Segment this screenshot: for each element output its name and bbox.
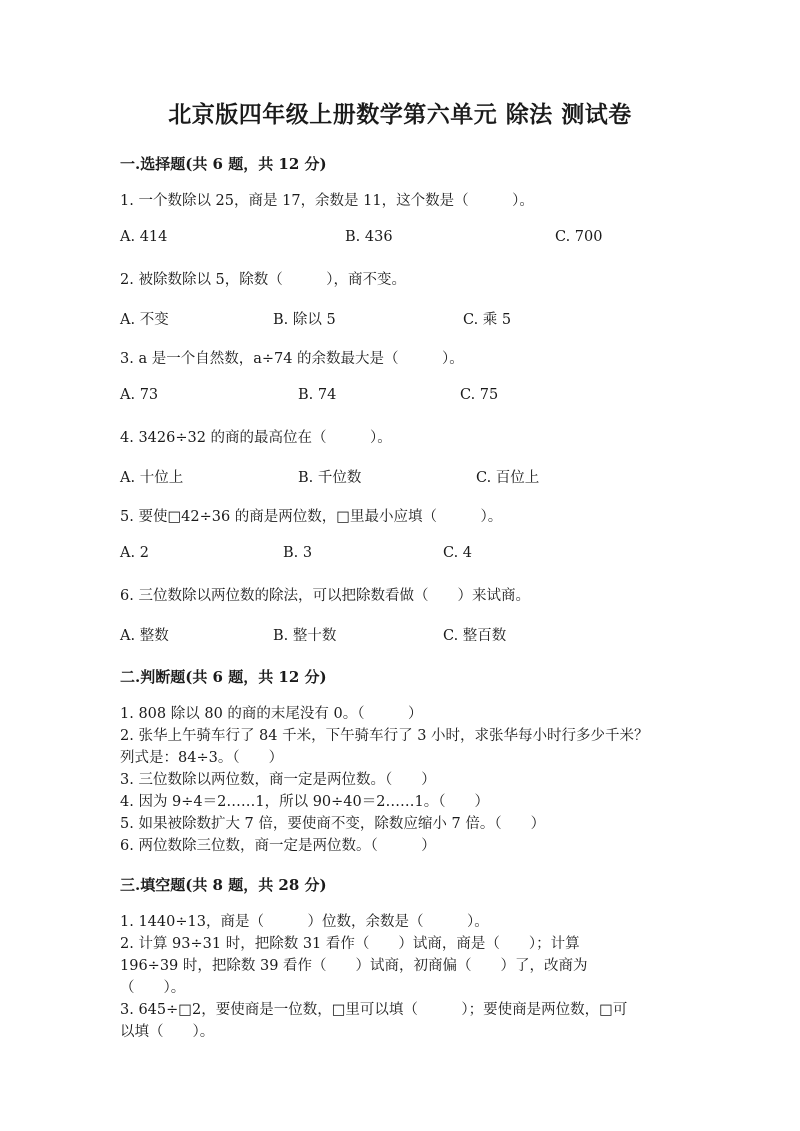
section-heading-choice: 一.选择题(共 6 题，共 12 分) [120, 155, 327, 173]
fill-in-line: 1. 1440÷13，商是（ ）位数，余数是（ ）。 [120, 914, 489, 930]
section-heading-judgement: 二.判断题(共 6 题，共 12 分) [120, 668, 327, 686]
option-c: C. 整百数 [443, 628, 507, 644]
option-b: B. 74 [298, 387, 337, 403]
statement-line: 2. 张华上午骑车行了 84 千米，下午骑车行了 3 小时，求张华每小时行多少千米？ [120, 728, 649, 744]
fill-in-line: 3. 645÷□2，要使商是一位数，□里可以填（ ）；要使商是两位数，□可 [120, 1002, 628, 1018]
option-b: B. 千位数 [298, 470, 362, 486]
question-text: 4. 3426÷32 的商的最高位在（ ）。 [120, 430, 392, 446]
option-c: C. 4 [443, 545, 473, 561]
fill-in-line: 196÷39 时，把除数 39 看作（ ）试商，初商偏（ ）了，改商为 [120, 958, 588, 974]
question-text: 2. 被除数除以 5，除数（ ），商不变。 [120, 272, 407, 288]
section-heading-fill-in: 三.填空题(共 8 题，共 28 分) [120, 876, 327, 894]
question-text: 3. a 是一个自然数，a÷74 的余数最大是（ ）。 [120, 351, 464, 367]
option-c: C. 乘 5 [463, 312, 512, 328]
fill-in-line: （ ）。 [120, 980, 186, 996]
option-a: A. 十位上 [120, 470, 184, 486]
option-a: A. 414 [120, 229, 168, 245]
option-a: A. 整数 [120, 628, 169, 644]
question-text: 6. 三位数除以两位数的除法，可以把除数看做（ ）来试商。 [120, 588, 530, 604]
statement-line: 3. 三位数除以两位数，商一定是两位数。（ ） [120, 772, 436, 788]
statement-line: 5. 如果被除数扩大 7 倍，要使商不变，除数应缩小 7 倍。（ ） [120, 816, 546, 832]
statement-line: 4. 因为 9÷4＝2……1，所以 90÷40＝2……1。（ ） [120, 794, 489, 810]
fill-in-line: 以填（ ）。 [120, 1024, 215, 1040]
fill-in-line: 2. 计算 93÷31 时，把除数 31 看作（ ）试商，商是（ ）；计算 [120, 936, 580, 952]
option-b: B. 436 [345, 229, 393, 245]
statement-line: 列式是：84÷3。（ ） [120, 750, 284, 766]
option-a: A. 2 [120, 545, 149, 561]
option-b: B. 整十数 [273, 628, 337, 644]
option-c: C. 百位上 [476, 470, 540, 486]
option-a: A. 73 [120, 387, 159, 403]
page-title: 北京版四年级上册数学第六单元 除法 测试卷 [168, 101, 632, 128]
option-c: C. 75 [460, 387, 499, 403]
question-text: 1. 一个数除以 25，商是 17，余数是 11，这个数是（ ）。 [120, 193, 534, 209]
option-b: B. 除以 5 [273, 312, 336, 328]
option-b: B. 3 [283, 545, 313, 561]
question-text: 5. 要使□42÷36 的商是两位数，□里最小应填（ ）。 [120, 509, 503, 525]
statement-line: 1. 808 除以 80 的商的末尾没有 0。（ ） [120, 706, 423, 722]
option-a: A. 不变 [120, 312, 169, 328]
statement-line: 6. 两位数除三位数，商一定是两位数。（ ） [120, 838, 436, 854]
option-c: C. 700 [555, 229, 603, 245]
